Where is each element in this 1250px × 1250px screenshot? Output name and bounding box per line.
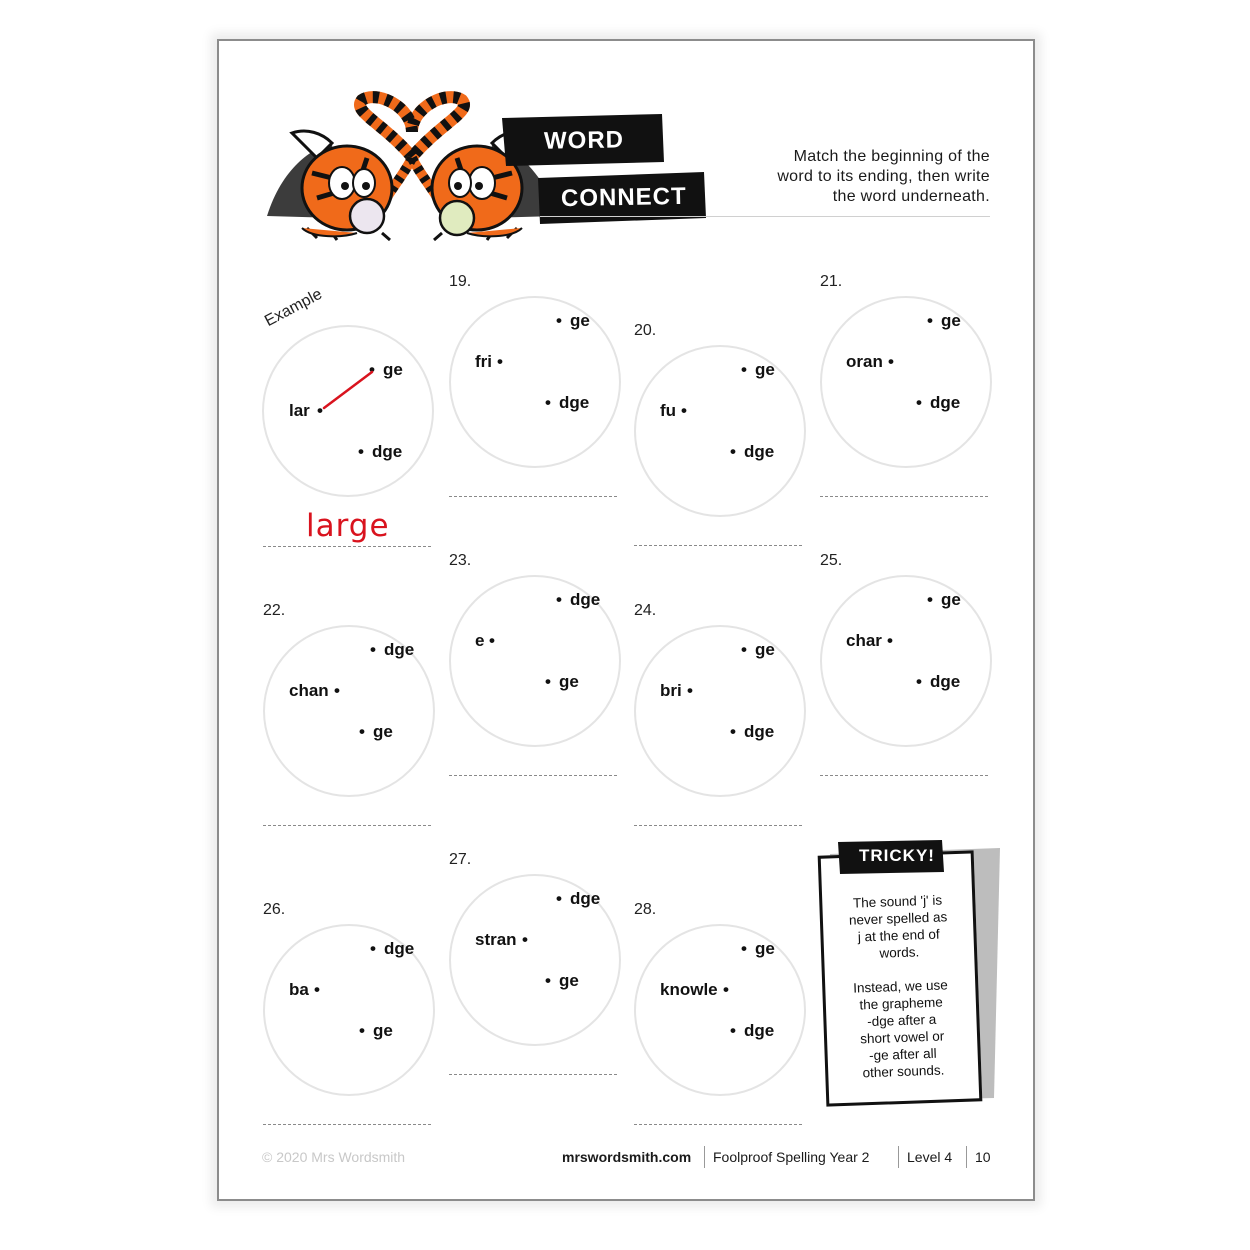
exercise-number: 21. (820, 273, 843, 290)
tricky-p1-line: never spelled as (848, 909, 948, 928)
instructions-line: the word underneath. (832, 188, 990, 205)
ending-bottom-dot: • (359, 722, 365, 741)
ending-top[interactable]: ge (755, 939, 775, 958)
tricky-p1-line: words. (879, 944, 920, 961)
ending-bottom-dot: • (730, 722, 736, 741)
answer-line[interactable] (263, 1124, 431, 1125)
tricky-p2-line: other sounds. (862, 1062, 945, 1081)
ending-top[interactable]: ge (941, 590, 961, 609)
footer-site-link[interactable]: mrswordsmith.com (562, 1149, 692, 1165)
ending-bottom[interactable]: dge (559, 393, 590, 412)
footer-divider (704, 1146, 705, 1168)
word-stem[interactable]: char (846, 631, 882, 650)
ending-bottom-dot: • (545, 672, 551, 691)
exercise-circle (449, 296, 621, 468)
ending-top-dot: • (370, 640, 376, 659)
answer-line[interactable] (634, 825, 802, 826)
exercise-number: 23. (449, 552, 472, 569)
ending-top-dot: • (556, 311, 562, 330)
instructions-text (735, 147, 990, 207)
word-stem-dot: • (888, 352, 894, 371)
footer-copyright: © 2020 Mrs Wordsmith (262, 1149, 406, 1165)
example-ending-bottom: dge (372, 442, 403, 461)
example-connector-line (320, 368, 376, 412)
answer-line[interactable] (449, 1074, 617, 1075)
example-stem: lar (289, 401, 310, 420)
example-answer-line[interactable] (263, 546, 431, 547)
ending-top[interactable]: ge (941, 311, 961, 330)
tricky-p2-line: short vowel or (860, 1028, 945, 1047)
word-stem[interactable]: oran (846, 352, 883, 371)
ending-bottom[interactable]: ge (373, 722, 393, 741)
word-stem[interactable]: fri (475, 352, 492, 371)
word-stem-dot: • (489, 631, 495, 650)
footer-divider (898, 1146, 899, 1168)
ending-bottom-dot: • (730, 1021, 736, 1040)
ending-top[interactable]: dge (570, 590, 601, 609)
answer-line[interactable] (449, 496, 617, 497)
word-stem[interactable]: ba (289, 980, 309, 999)
exercise-number: 24. (634, 602, 657, 619)
tricky-title: TRICKY! (859, 846, 935, 865)
instructions-line: word to its ending, then write (777, 168, 990, 185)
word-stem[interactable]: fu (660, 401, 677, 420)
tiger-mascots-illustration (262, 88, 562, 248)
example-ending-bottom-dot: • (358, 442, 364, 461)
ending-top-dot: • (556, 889, 562, 908)
ending-bottom[interactable]: ge (559, 672, 579, 691)
exercise-circle (634, 924, 806, 1096)
exercise-number: 26. (263, 901, 286, 918)
word-stem-dot: • (723, 980, 729, 999)
exercise-number: 22. (263, 602, 286, 619)
tricky-p2-line: the grapheme (859, 994, 943, 1013)
answer-line[interactable] (263, 825, 431, 826)
example-answer[interactable]: large (306, 508, 390, 544)
ending-top-dot: • (370, 939, 376, 958)
ending-bottom[interactable]: dge (744, 722, 775, 741)
ending-top-dot: • (741, 939, 747, 958)
example-stem-dot: • (317, 401, 323, 420)
footer-book-title: Foolproof Spelling Year 2 (713, 1149, 870, 1165)
word-stem-dot: • (334, 681, 340, 700)
ending-top-dot: • (741, 640, 747, 659)
answer-line[interactable] (449, 775, 617, 776)
footer-divider (966, 1146, 967, 1168)
ending-bottom-dot: • (359, 1021, 365, 1040)
word-stem-dot: • (681, 401, 687, 420)
ending-top[interactable]: dge (384, 640, 415, 659)
answer-line[interactable] (634, 1124, 802, 1125)
title-word: WORD (543, 126, 625, 155)
ending-bottom-dot: • (916, 393, 922, 412)
tricky-p1-line: The sound 'j' is (852, 892, 943, 911)
ending-top-dot: • (741, 360, 747, 379)
example-label: Example (262, 285, 325, 331)
exercise-number: 25. (820, 552, 843, 569)
ending-top[interactable]: ge (755, 640, 775, 659)
ending-top-dot: • (927, 311, 933, 330)
ending-bottom[interactable]: ge (559, 971, 579, 990)
answer-line[interactable] (820, 496, 988, 497)
answer-line[interactable] (634, 545, 802, 546)
word-stem-dot: • (522, 930, 528, 949)
tricky-p2-line: -dge after a (866, 1011, 937, 1030)
header-divider (540, 216, 990, 217)
tricky-p2-line: Instead, we use (852, 977, 949, 996)
answer-line[interactable] (820, 775, 988, 776)
footer-level: Level 4 (907, 1149, 953, 1165)
tricky-p1-line: j at the end of (857, 926, 940, 945)
ending-top[interactable]: dge (570, 889, 601, 908)
ending-bottom[interactable]: ge (373, 1021, 393, 1040)
ending-top[interactable]: ge (570, 311, 590, 330)
example-ending-top: ge (383, 360, 403, 379)
exercise-circle (634, 625, 806, 797)
exercise-circle (820, 296, 992, 468)
title-connect: CONNECT (560, 182, 687, 213)
exercise-number: 19. (449, 273, 472, 290)
word-stem[interactable]: knowle (660, 980, 718, 999)
word-stem[interactable]: chan (289, 681, 329, 700)
ending-bottom-dot: • (545, 393, 551, 412)
example-ending-top-dot: • (369, 360, 375, 379)
tricky-p2-line: -ge after all (868, 1045, 937, 1064)
ending-bottom-dot: • (916, 672, 922, 691)
exercise-circle (820, 575, 992, 747)
word-stem-dot: • (314, 980, 320, 999)
ending-top-dot: • (556, 590, 562, 609)
ending-bottom[interactable]: dge (744, 1021, 775, 1040)
ending-top[interactable]: ge (755, 360, 775, 379)
tricky-text (825, 891, 976, 1083)
footer-page-number: 10 (975, 1149, 991, 1165)
ending-bottom-dot: • (730, 442, 736, 461)
ending-bottom[interactable]: dge (930, 393, 961, 412)
word-stem[interactable]: e (475, 631, 485, 650)
ending-top-dot: • (927, 590, 933, 609)
word-stem-dot: • (887, 631, 893, 650)
ending-top[interactable]: dge (384, 939, 415, 958)
ending-bottom-dot: • (545, 971, 551, 990)
ending-bottom[interactable]: dge (930, 672, 961, 691)
exercise-number: 20. (634, 322, 657, 339)
word-stem[interactable]: bri (660, 681, 682, 700)
instructions-line: Match the beginning of the (793, 148, 990, 165)
ending-bottom[interactable]: dge (744, 442, 775, 461)
word-stem-dot: • (497, 352, 503, 371)
word-stem-dot: • (687, 681, 693, 700)
exercise-number: 28. (634, 901, 657, 918)
exercise-number: 27. (449, 851, 472, 868)
word-stem[interactable]: stran (475, 930, 517, 949)
exercise-circle (634, 345, 806, 517)
